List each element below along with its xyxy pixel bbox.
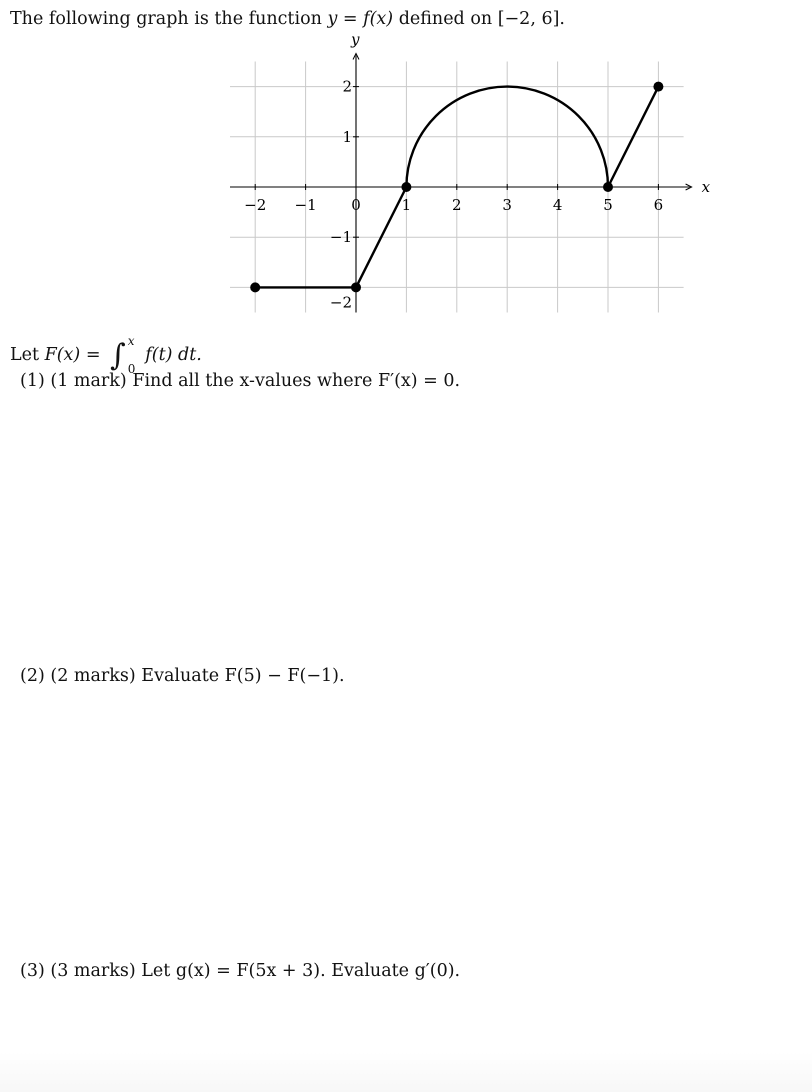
integral-definition: [10, 333, 202, 376]
y-axis-label: y: [351, 30, 360, 49]
question-marks: (1 mark): [50, 371, 127, 391]
question-marks: (3 marks): [50, 961, 136, 981]
endpoint-dot: [603, 182, 613, 192]
endpoint-dot: [351, 282, 361, 292]
question-1: [20, 371, 460, 391]
intro-equals: =: [337, 9, 364, 29]
x-tick-label: 4: [552, 196, 563, 214]
definition-prefix: Let: [10, 345, 45, 365]
x-tick-label: 2: [452, 196, 462, 214]
x-tick-label: 3: [502, 196, 512, 214]
intro-after: defined on [−2, 6].: [393, 9, 565, 29]
intro-fx: f(x): [363, 9, 394, 29]
endpoint-dot: [401, 182, 411, 192]
question-text: Evaluate F(5) − F(−1).: [141, 666, 345, 686]
intro-y: y: [327, 9, 338, 29]
x-tick-label: 6: [653, 196, 664, 214]
integral-upper-limit: x: [127, 333, 135, 348]
question-text: Let g(x) = F(5x + 3). Evaluate g′(0).: [141, 961, 461, 981]
x-tick-label: 1: [401, 196, 412, 214]
intro-text: [10, 9, 565, 29]
integral-lower-limit: 0: [127, 361, 136, 376]
y-tick-label: −2: [329, 293, 352, 312]
y-tick-label: −1: [329, 228, 352, 247]
integrand: f(t) dt.: [145, 345, 202, 365]
definition-equals: =: [80, 345, 107, 365]
definition-lhs: F(x): [44, 345, 81, 365]
question-3: [20, 961, 460, 981]
question-text: Find all the x-values where F′(x) = 0.: [132, 371, 461, 391]
question-marks: (2 marks): [50, 666, 136, 686]
integral-limits: [127, 333, 140, 376]
y-tick-label: 1: [342, 127, 352, 146]
question-number: (1): [20, 371, 45, 391]
intro-before: The following graph is the function: [10, 9, 328, 29]
y-tick-label: 2: [342, 77, 352, 96]
function-graph: [220, 30, 711, 322]
question-number: (3): [20, 961, 45, 981]
endpoint-dot: [653, 82, 663, 92]
x-axis-label: x: [701, 178, 711, 196]
question-2: [20, 666, 345, 686]
endpoint-dot: [250, 282, 260, 292]
x-tick-label: 5: [603, 196, 613, 214]
question-number: (2): [20, 666, 45, 686]
axes: [230, 31, 711, 313]
x-tick-label: 0: [351, 196, 361, 214]
integral-sign: ∫: [110, 338, 126, 373]
x-tick-label: −2: [244, 196, 267, 214]
x-tick-label: −1: [294, 196, 317, 214]
bottom-shade: [0, 1052, 812, 1092]
tick-labels: [244, 78, 663, 312]
